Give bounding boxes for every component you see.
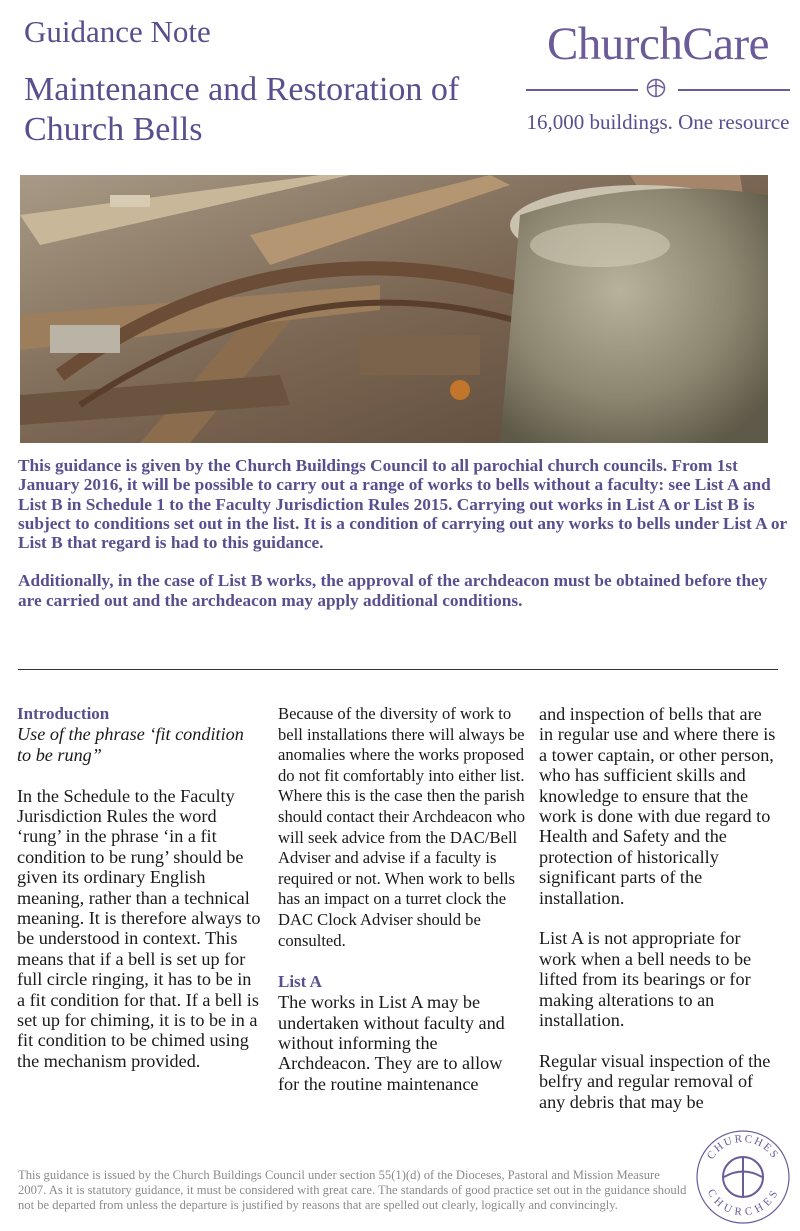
church-bells-photo xyxy=(20,175,768,443)
brand-divider xyxy=(522,76,794,104)
intro-paragraph-1: This guidance is given by the Church Buildings Council to all parochial church councils. From 1st January 2016, it will be possible to carry out a range of works to bells without a faculty: see List A and List B in Schedule 1 to the Faculty Jurisdiction Rules 2015. Carrying out works in List A or List B is subject to conditions set out in the list. It is a condition of carrying out any works to bells under List A or List B that regard is had to this guidance. xyxy=(18,456,787,553)
diversity-paragraph: Because of the diversity of work to bell installations there will always be anomalies where the works proposed do not fit comfortably into either list. Where this is the case then the parish should contact their Archdeacon who will seek advice from the DAC/Bell Adviser and advise if a faculty is required or not. When work to bells has an impact on a turret clock the DAC Clock Adviser should be consulted. xyxy=(278,704,525,950)
section-divider xyxy=(18,669,778,670)
col3-paragraph-1: and inspection of bells that are in regular use and where there is a tower captain, or other person, who has sufficient skills and knowledge to ensure that the work is done with due regard to Health and Safety and the protection of historically significant parts of the installation. xyxy=(539,704,776,908)
introduction-subheading: Use of the phrase ‘fit condition to be rung” xyxy=(17,724,244,765)
church-cross-icon xyxy=(646,78,666,98)
guidance-note-label: Guidance Note xyxy=(24,14,211,49)
churches-seal-logo xyxy=(694,1128,792,1226)
intro-paragraph-2: Additionally, in the case of List B works, the approval of the archdeacon must be obtained before they are carried out and the archdeacon may apply additional conditions. xyxy=(18,571,768,610)
brand-logo xyxy=(522,14,794,135)
footer-note: This guidance is issued by the Church Buildings Council under section 55(1)(d) of the Dioceses, Pastoral and Mission Measure 2007. As it is statutory guidance, it must be considered with great care. The standards of good practice set out in the guidance should not be departed from unless the departure is justified by reasons that are spelled out clearly, logically and convincingly. xyxy=(18,1168,687,1212)
seal-text-bottom: CHURCHES xyxy=(704,1187,782,1219)
column-2 xyxy=(278,704,526,1094)
introduction-body: In the Schedule to the Faculty Jurisdiction Rules the word ‘rung’ in the phrase ‘in a fit condition to be rung’ should be given its ordinary English meaning, rather than a technical meaning. It is therefore always to be understood in context. This means that if a bell is set up for full circle ringing, it has to be in a fit condition for that. If a bell is set up for chiming, it is to be in a fit condition to be chimed using the mechanism provided. xyxy=(17,785,261,1071)
list-a-body: The works in List A may be undertaken without faculty and without informing the Archdeacon. They are to allow for the routine maintenance xyxy=(278,992,505,1094)
introduction-heading: Introduction xyxy=(17,704,110,723)
column-3 xyxy=(539,704,779,1112)
col3-paragraph-3: Regular visual inspection of the belfry and regular removal of any debris that may be xyxy=(539,1050,771,1112)
brand-tagline: 16,000 buildings. One resource xyxy=(526,110,790,134)
page-title: Maintenance and Restoration of Church Bells xyxy=(24,71,460,148)
column-1 xyxy=(17,704,261,1071)
list-a-heading: List A xyxy=(278,971,322,991)
col3-paragraph-2: List A is not appropriate for work when a bell needs to be lifted from its bearings or for making alterations to an installation. xyxy=(539,928,752,1031)
brand-name: ChurchCare xyxy=(546,18,770,70)
seal-text-top: CHURCHES xyxy=(704,1132,782,1162)
intro-statement xyxy=(18,456,788,610)
